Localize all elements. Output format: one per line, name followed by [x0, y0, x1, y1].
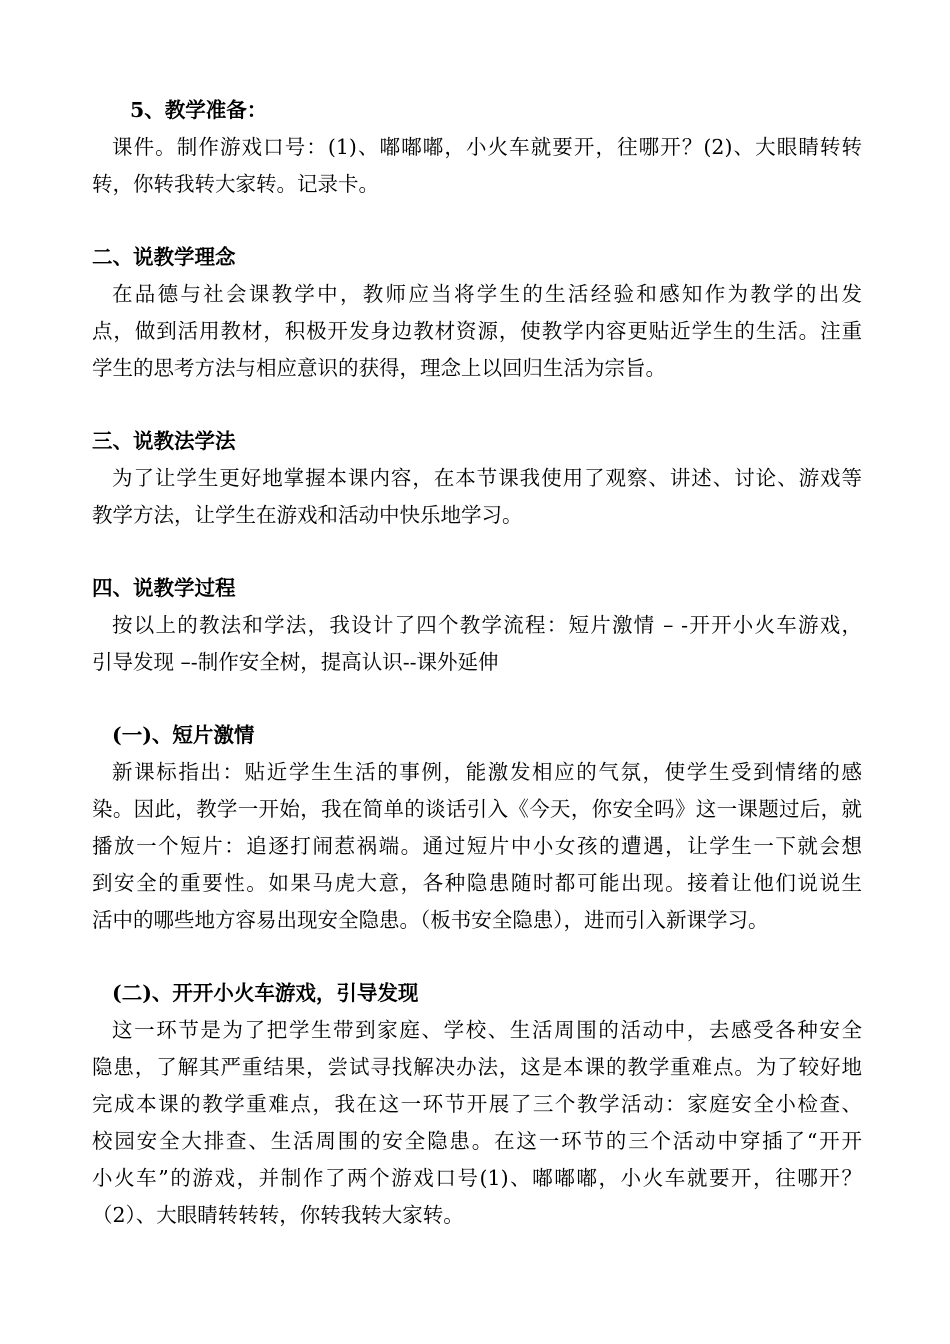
paragraph-line: （2）、大眼睛转转转，你转我转大家转。 — [92, 1203, 464, 1227]
paragraph-line: 教学方法，让学生在游戏和活动中快乐地学习。 — [92, 503, 523, 527]
spacer — [92, 203, 862, 239]
spacer — [92, 387, 862, 423]
paragraph-line: 为了让学生更好地掌握本课内容，在本节课我使用了观察、讲述、讨论、游戏等 — [112, 466, 862, 490]
spacer — [92, 681, 862, 717]
paragraph-line: 点，做到活用教材，积极开发身边教材资源，使教学内容更贴近学生的生活。注重 — [92, 319, 862, 343]
paragraph-line: 到安全的重要性。如果马虎大意，各种隐患随时都可能出现。接着让他们说说生 — [92, 871, 862, 895]
paragraph-line: 按以上的教法和学法，我设计了四个教学流程：短片激情 – -开开小火车游戏， — [112, 613, 862, 637]
heading-teaching-concept: 二、说教学理念 — [92, 245, 236, 269]
paragraph-line: 引导发现 –-制作安全树，提高认识--课外延伸 — [92, 650, 499, 674]
paragraph-line: 活中的哪些地方容易出现安全隐患。（板书安全隐患），进而引入新课学习。 — [92, 908, 769, 932]
paragraph-line: 播放一个短片：追逐打闹惹祸端。通过短片中小女孩的遭遇，让学生一下就会想 — [92, 834, 862, 858]
paragraph-line: 学生的思考方法与相应意识的获得，理念上以回归生活为宗旨。 — [92, 356, 666, 380]
paragraph-line: 这一环节是为了把学生带到家庭、学校、生活周围的活动中，去感受各种安全 — [112, 1018, 862, 1042]
paragraph-line: 校园安全大排查、生活周围的安全隐患。在这一环节的三个活动中穿插了“开开 — [92, 1129, 862, 1153]
heading-teaching-methods: 三、说教法学法 — [92, 429, 236, 453]
spacer — [92, 939, 862, 975]
paragraph-line: 染。因此，教学一开始，我在简单的谈话引入《今天，你安全吗》这一课题过后，就 — [92, 797, 862, 821]
heading-teaching-prep: 5、教学准备： — [130, 98, 268, 122]
paragraph-line: 转，你转我转大家转。记录卡。 — [92, 172, 379, 196]
paragraph-line: 课件。制作游戏口号：(1)、嘟嘟嘟，小火车就要开，往哪开？(2)、大眼睛转转 — [112, 135, 862, 159]
document-page — [92, 92, 862, 1234]
paragraph-line: 在品德与社会课教学中，教师应当将学生的生活经验和感知作为教学的出发 — [112, 282, 862, 306]
paragraph-line: 隐患，了解其严重结果，尝试寻找解决办法，这是本课的教学重难点。为了较好地 — [92, 1055, 862, 1079]
heading-step-one: (一)、短片激情 — [112, 723, 255, 747]
heading-teaching-process: 四、说教学过程 — [92, 576, 236, 600]
heading-step-two: (二)、开开小火车游戏，引导发现 — [112, 981, 419, 1005]
spacer — [92, 534, 862, 570]
paragraph-line: 小火车”的游戏，并制作了两个游戏口号(1)、嘟嘟嘟，小火车就要开，往哪开？ — [92, 1166, 862, 1190]
paragraph-line: 新课标指出：贴近学生生活的事例，能激发相应的气氛，使学生受到情绪的感 — [112, 760, 862, 784]
paragraph-line: 完成本课的教学重难点，我在这一环节开展了三个教学活动：家庭安全小检查、 — [92, 1092, 862, 1116]
